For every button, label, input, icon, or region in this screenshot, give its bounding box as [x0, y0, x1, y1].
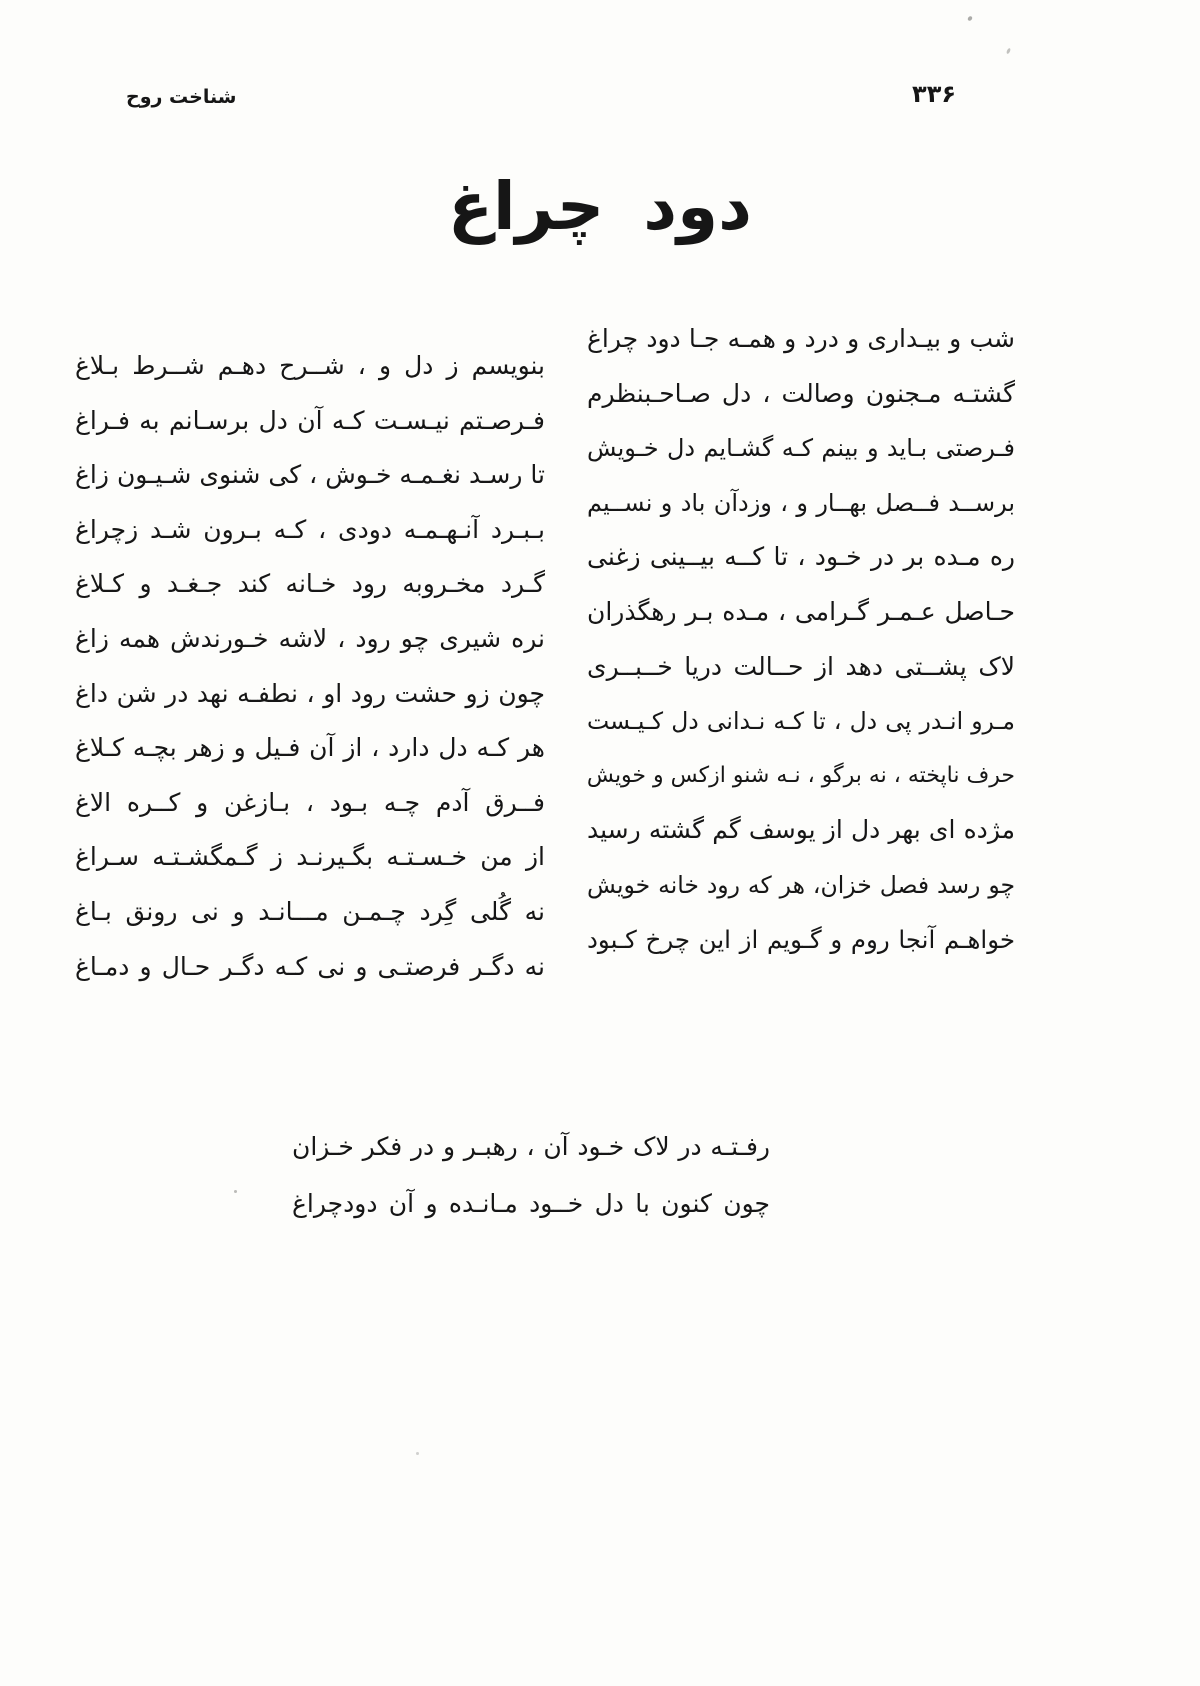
poem-line: از من خـسـتـه بگـیرنـد ز گـمگشـتـه سـراغ [75, 842, 545, 872]
running-head: شناخت روح [126, 86, 237, 108]
scan-speck [416, 1452, 419, 1455]
poem-column-right [587, 312, 1015, 967]
closing-couplet [292, 1118, 770, 1232]
poem-line: شب و بیـداری و درد و همـه جـا دود چراغ [587, 324, 1015, 353]
poem-column-left [75, 339, 545, 994]
poem-line: تا رسـد نغـمـه خـوش ، کی شنوی شـیـون زاغ [75, 460, 545, 490]
poem-line: چون زو حشت رود او ، نطفـه نهد در شن داغ [75, 678, 545, 708]
poem-line: چون کنون با دل خــود مـانـده و آن دودچراغ [292, 1189, 770, 1218]
poem-line: لاک پشــتی دهد از حــالت دریا خــبــری [587, 651, 1015, 681]
poem-line: فـرصتی بـاید و بینم کـه گشـایم دل خـویش [587, 434, 1015, 463]
poem-line: نه دگـر فرصتـی و نی کـه دگـر حـال و دمـاغ [75, 951, 545, 981]
page-number: ۳۳۶ [912, 80, 956, 108]
poem-line: رفـتـه در لاک خـود آن ، رهبـر و در فکر خـزان [292, 1132, 770, 1161]
scan-speck [1006, 48, 1011, 55]
poem-line: نه گُلی گِرد چـمـن مـــانـد و نی رونق بـاغ [75, 896, 545, 926]
poem-line: برســد فــصل بهــار و ، وزدآن باد و نســیم [587, 488, 1015, 517]
poem-line: نره شیری چو رود ، لاشه خـورندش همه زاغ [75, 623, 545, 653]
poem-line: بـبـرد آنـهـمـه دودی ، کـه بـرون شـد زچراغ [75, 514, 545, 544]
poem-line: گـرد مخـروبه رود خـانه کند جـغـد و کـلاغ [75, 569, 545, 599]
poem-line: فــرق آدم چـه بـود ، بـازغن و کــره الاغ [75, 787, 545, 817]
poem-line: ره مـده بر در خـود ، تا کــه بیــینی زغنی [587, 542, 1015, 572]
poem-line: مـرو انـدر پی دل ، تا کـه نـدانی دل کـیـست [587, 707, 1015, 736]
scan-speck [967, 15, 973, 21]
poem-line: هر کـه دل دارد ، از آن فـیل و زهر بچـه کـلاغ [75, 733, 545, 763]
scan-speck [234, 1190, 237, 1193]
poem-line: فـرصـتم نیـسـت کـه آن دل برسـانم به فـراغ [75, 405, 545, 435]
poem-title: دود چراغ [447, 168, 753, 245]
poem-line: حـاصل عـمـر گـرامی ، مـده بـر رهگذران [587, 596, 1015, 626]
poem-line: بنویسم ز دل و ، شــرح دهـم شــرط بـلاغ [75, 351, 545, 380]
poem-line: گشتـه مـجنون وصالت ، دل صـاحـبنظرم [587, 378, 1015, 408]
poem-line: خواهـم آنجا روم و گـویم از این چرخ کـبود [587, 924, 1015, 954]
poem-line: حرف ناپخته ، نه برگو ، نـه شنو ازکس و خویش [587, 762, 1015, 788]
poem-line: مژده ای بهر دل از یوسف گم گشته رسید [587, 815, 1015, 845]
poem-line: چو رسد فصل خزان، هر که رود خانه خویش [587, 870, 1015, 899]
